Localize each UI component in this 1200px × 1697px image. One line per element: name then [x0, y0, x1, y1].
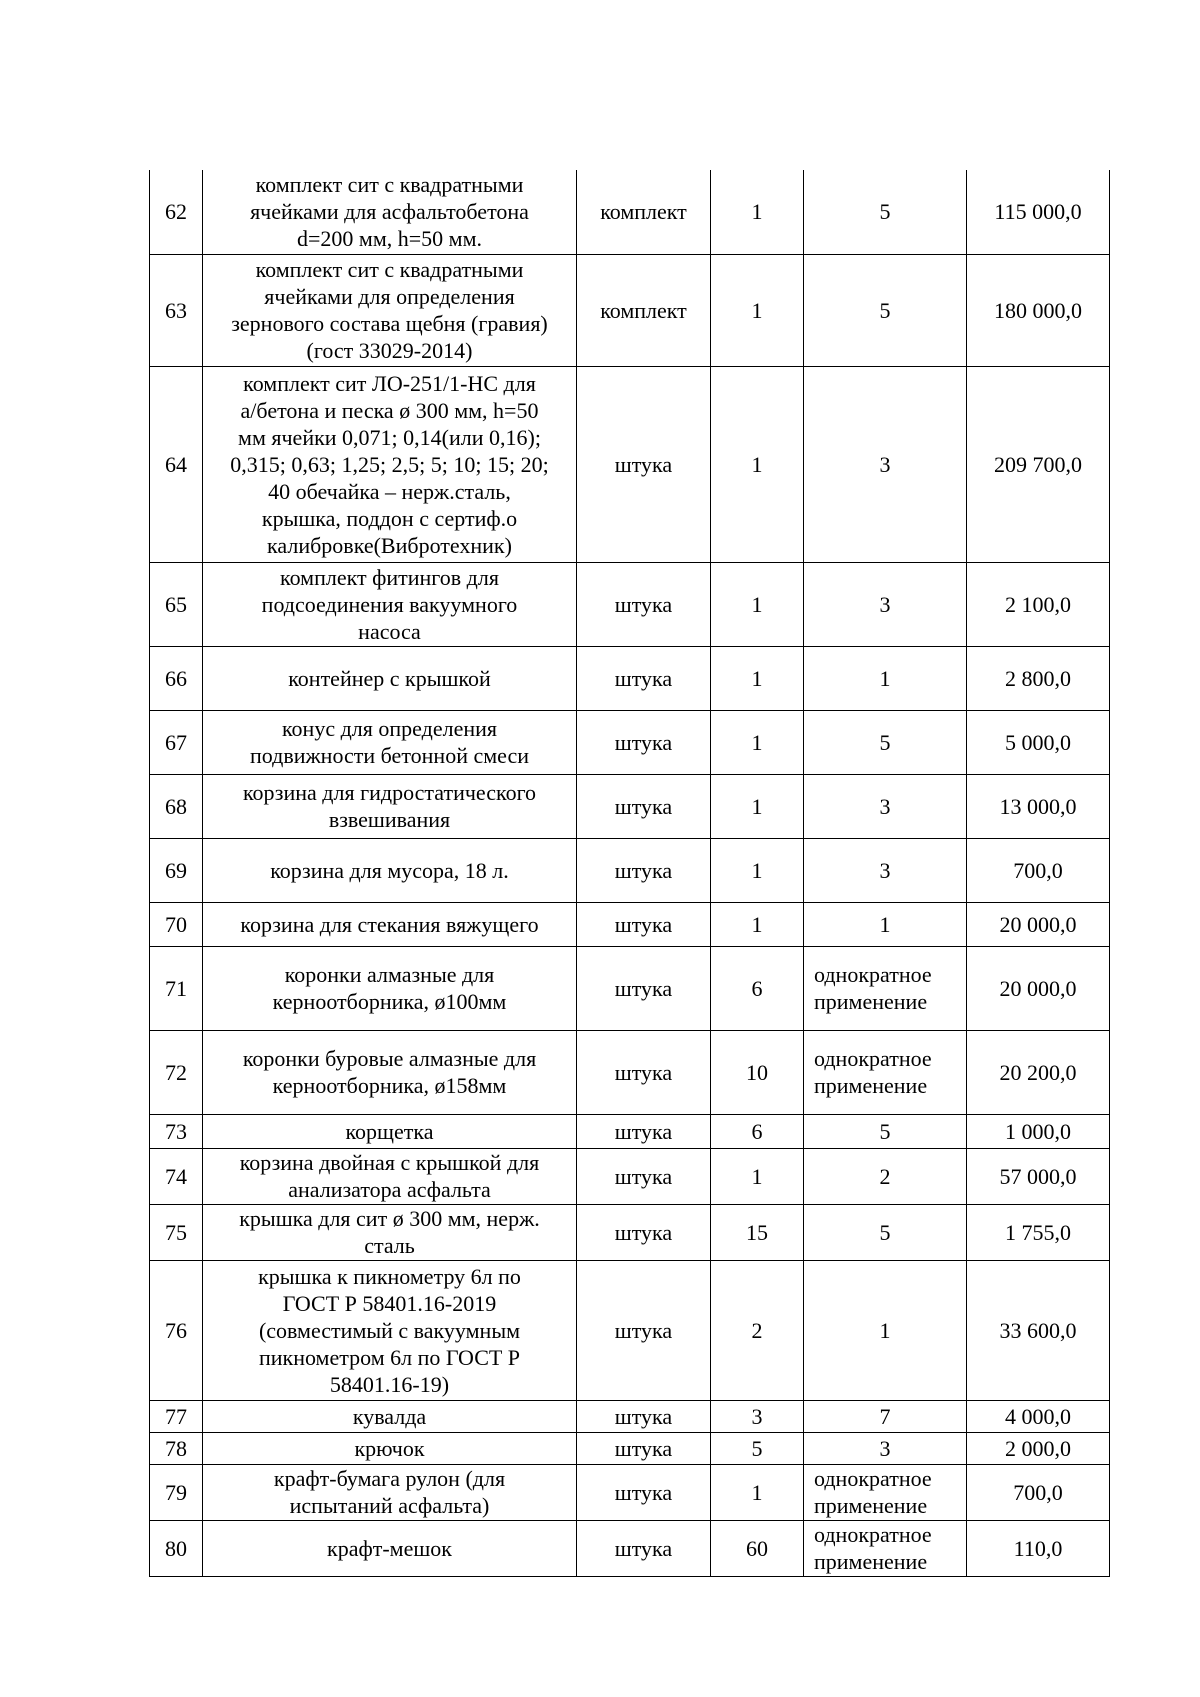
unit-cell: штука [577, 1204, 711, 1260]
service-life-cell: 3 [804, 562, 967, 646]
table-row [150, 774, 1110, 838]
quantity-cell: 1 [711, 170, 804, 254]
quantity-cell: 1 [711, 838, 804, 902]
unit-cell: штука [577, 774, 711, 838]
row-number-cell: 71 [150, 946, 203, 1030]
unit-cell: штука [577, 902, 711, 946]
table-row [150, 1148, 1110, 1204]
service-life-cell: 7 [804, 1400, 967, 1432]
price-cell: 2 100,0 [967, 562, 1110, 646]
row-number-cell: 75 [150, 1204, 203, 1260]
price-cell: 5 000,0 [967, 710, 1110, 774]
unit-cell: штука [577, 1520, 711, 1576]
row-number-cell: 63 [150, 254, 203, 366]
item-name-cell: корщетка [203, 1114, 577, 1148]
unit-cell: штука [577, 1464, 711, 1520]
item-name-cell: крышка к пикнометру 6л по ГОСТ Р 58401.16-2019 (совместимый с вакуумным пикнометром 6л по ГОСТ Р 58401.16-19) [203, 1260, 577, 1400]
table-row [150, 1520, 1110, 1576]
item-name-cell: коронки алмазные для керноотборника, ø100мм [203, 946, 577, 1030]
service-life-cell: 2 [804, 1148, 967, 1204]
item-name-cell: коронки буровые алмазные для керноотборника, ø158мм [203, 1030, 577, 1114]
table-row [150, 366, 1110, 562]
price-cell: 110,0 [967, 1520, 1110, 1576]
unit-cell: штука [577, 1260, 711, 1400]
unit-cell: штука [577, 946, 711, 1030]
item-name-cell: кувалда [203, 1400, 577, 1432]
table-row [150, 1030, 1110, 1114]
table-row [150, 1464, 1110, 1520]
service-life-cell: 5 [804, 254, 967, 366]
price-cell: 700,0 [967, 1464, 1110, 1520]
service-life-cell: 1 [804, 1260, 967, 1400]
service-life-cell: 1 [804, 646, 967, 710]
unit-cell: штука [577, 646, 711, 710]
item-name-cell: контейнер с крышкой [203, 646, 577, 710]
quantity-cell: 1 [711, 562, 804, 646]
price-cell: 2 000,0 [967, 1432, 1110, 1464]
table-row [150, 170, 1110, 254]
quantity-cell: 1 [711, 1148, 804, 1204]
item-name-cell: крафт-бумага рулон (для испытаний асфальта) [203, 1464, 577, 1520]
row-number-cell: 72 [150, 1030, 203, 1114]
row-number-cell: 78 [150, 1432, 203, 1464]
price-cell: 57 000,0 [967, 1148, 1110, 1204]
price-cell: 13 000,0 [967, 774, 1110, 838]
row-number-cell: 77 [150, 1400, 203, 1432]
unit-cell: комплект [577, 254, 711, 366]
quantity-cell: 60 [711, 1520, 804, 1576]
price-cell: 209 700,0 [967, 366, 1110, 562]
price-cell: 33 600,0 [967, 1260, 1110, 1400]
row-number-cell: 65 [150, 562, 203, 646]
quantity-cell: 1 [711, 1464, 804, 1520]
quantity-cell: 6 [711, 946, 804, 1030]
unit-cell: штука [577, 366, 711, 562]
table-row [150, 902, 1110, 946]
row-number-cell: 74 [150, 1148, 203, 1204]
service-life-cell: 5 [804, 1114, 967, 1148]
item-name-cell: комплект фитингов для подсоединения вакуумного насоса [203, 562, 577, 646]
price-cell: 700,0 [967, 838, 1110, 902]
table-row [150, 946, 1110, 1030]
service-life-cell: однократное применение [804, 1464, 967, 1520]
quantity-cell: 1 [711, 366, 804, 562]
service-life-cell: 3 [804, 774, 967, 838]
service-life-cell: 3 [804, 366, 967, 562]
quantity-cell: 1 [711, 902, 804, 946]
price-cell: 115 000,0 [967, 170, 1110, 254]
price-cell: 20 000,0 [967, 902, 1110, 946]
service-life-cell: 5 [804, 1204, 967, 1260]
item-name-cell: комплект сит ЛО-251/1-НС для а/бетона и песка ø 300 мм, h=50 мм ячейки 0,071; 0,14(или 0,16); 0,315; 0,63; 1,25; 2,5; 5; 10; 15; 20; 40 обечайка – нерж.сталь, крышка, поддон с сертиф.о калибровке(Вибротехник) [203, 366, 577, 562]
service-life-cell: 3 [804, 1432, 967, 1464]
table-row [150, 1432, 1110, 1464]
service-life-cell: однократное применение [804, 1520, 967, 1576]
service-life-cell: 5 [804, 710, 967, 774]
item-name-cell: корзина двойная с крышкой для анализатора асфальта [203, 1148, 577, 1204]
item-name-cell: комплект сит с квадратными ячейками для асфальтобетона d=200 мм, h=50 мм. [203, 170, 577, 254]
row-number-cell: 76 [150, 1260, 203, 1400]
table-row [150, 254, 1110, 366]
row-number-cell: 80 [150, 1520, 203, 1576]
quantity-cell: 1 [711, 254, 804, 366]
row-number-cell: 69 [150, 838, 203, 902]
row-number-cell: 70 [150, 902, 203, 946]
quantity-cell: 1 [711, 710, 804, 774]
unit-cell: штука [577, 1400, 711, 1432]
price-cell: 1 000,0 [967, 1114, 1110, 1148]
row-number-cell: 73 [150, 1114, 203, 1148]
quantity-cell: 6 [711, 1114, 804, 1148]
price-cell: 1 755,0 [967, 1204, 1110, 1260]
service-life-cell: 5 [804, 170, 967, 254]
unit-cell: штука [577, 710, 711, 774]
item-name-cell: крышка для сит ø 300 мм, нерж. сталь [203, 1204, 577, 1260]
quantity-cell: 1 [711, 774, 804, 838]
item-name-cell: корзина для гидростатического взвешивания [203, 774, 577, 838]
quantity-cell: 1 [711, 646, 804, 710]
service-life-cell: однократное применение [804, 1030, 967, 1114]
row-number-cell: 79 [150, 1464, 203, 1520]
table-row [150, 838, 1110, 902]
quantity-cell: 10 [711, 1030, 804, 1114]
unit-cell: штука [577, 1114, 711, 1148]
quantity-cell: 2 [711, 1260, 804, 1400]
item-name-cell: корзина для мусора, 18 л. [203, 838, 577, 902]
item-name-cell: комплект сит с квадратными ячейками для определения зернового состава щебня (гравия) (гост 33029-2014) [203, 254, 577, 366]
table-row [150, 562, 1110, 646]
unit-cell: штука [577, 1030, 711, 1114]
quantity-cell: 15 [711, 1204, 804, 1260]
items-table [149, 170, 1110, 1577]
unit-cell: штука [577, 562, 711, 646]
row-number-cell: 64 [150, 366, 203, 562]
price-cell: 4 000,0 [967, 1400, 1110, 1432]
table-row [150, 1400, 1110, 1432]
item-name-cell: корзина для стекания вяжущего [203, 902, 577, 946]
unit-cell: штука [577, 1432, 711, 1464]
item-name-cell: конус для определения подвижности бетонной смеси [203, 710, 577, 774]
unit-cell: штука [577, 838, 711, 902]
row-number-cell: 67 [150, 710, 203, 774]
table-row [150, 646, 1110, 710]
price-cell: 20 000,0 [967, 946, 1110, 1030]
service-life-cell: однократное применение [804, 946, 967, 1030]
items-table-body [150, 170, 1110, 1576]
table-row [150, 710, 1110, 774]
price-cell: 180 000,0 [967, 254, 1110, 366]
quantity-cell: 3 [711, 1400, 804, 1432]
item-name-cell: крафт-мешок [203, 1520, 577, 1576]
table-row [150, 1260, 1110, 1400]
row-number-cell: 68 [150, 774, 203, 838]
unit-cell: штука [577, 1148, 711, 1204]
table-row [150, 1204, 1110, 1260]
service-life-cell: 3 [804, 838, 967, 902]
unit-cell: комплект [577, 170, 711, 254]
quantity-cell: 5 [711, 1432, 804, 1464]
row-number-cell: 62 [150, 170, 203, 254]
price-cell: 20 200,0 [967, 1030, 1110, 1114]
price-cell: 2 800,0 [967, 646, 1110, 710]
item-name-cell: крючок [203, 1432, 577, 1464]
service-life-cell: 1 [804, 902, 967, 946]
table-row [150, 1114, 1110, 1148]
row-number-cell: 66 [150, 646, 203, 710]
